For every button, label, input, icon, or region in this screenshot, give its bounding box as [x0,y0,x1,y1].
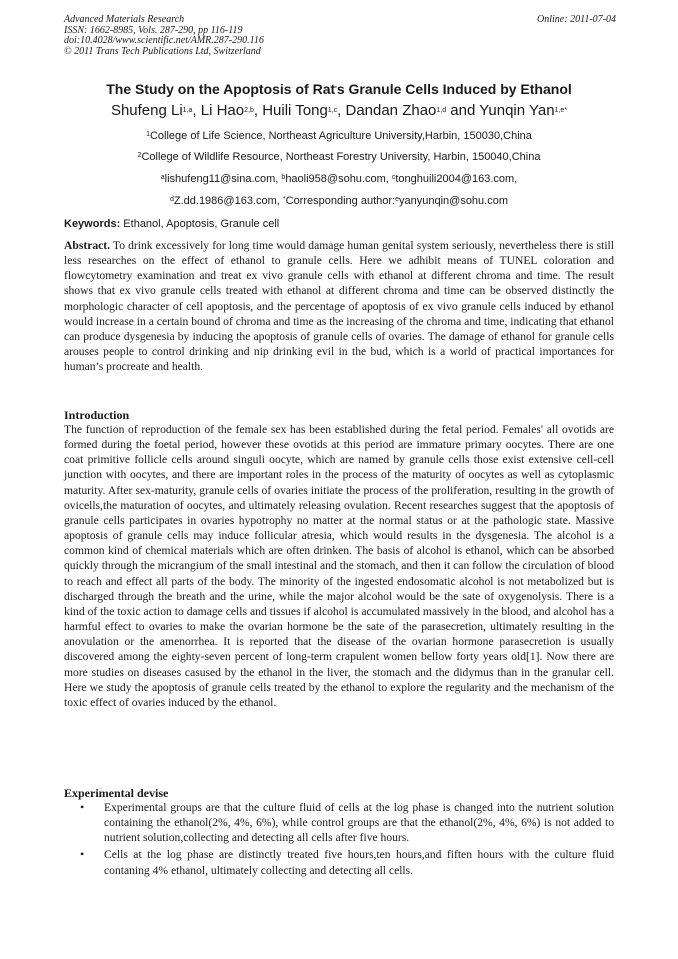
email-line-2 [0,195,678,207]
email: Z.dd.1986@163.com, [173,195,283,207]
affil-sup: 1 [146,130,150,138]
list-item [64,847,614,877]
email-sup: e [395,195,399,203]
author-sup: 1,d [436,106,447,114]
author-sup: 1,a [182,106,193,114]
author-name: Huili Tong [262,102,328,119]
affil-text: College of Life Science, Northeast Agriculture University,Harbin, 150030,China [149,130,532,142]
experimental-list [64,800,614,880]
journal-name: Advanced Materials Research [64,14,185,25]
introduction-heading: Introduction [64,408,130,422]
journal-header [64,15,264,57]
abstract-label: Abstract. [64,239,111,252]
bullet-icon: • [80,847,85,862]
author-sep: and [446,102,480,119]
list-item-text: Cells at the log phase are distinctly treated five hours,ten hours,and fiften hours with the culture fluid contaning 4% ethanol, ultimately collecting and detecting all cells. [104,848,614,877]
issn-line: ISSN: 1662-8985, Vols. 287-290, pp 116-119 [64,24,243,36]
email-sup: c [391,173,396,181]
author-sup: 2,b [244,106,254,114]
bullet-icon: • [80,800,85,814]
author-name: Yunqin Yan [479,102,555,119]
experimental-heading: Experimental devise [64,786,169,800]
title-post: s Granule Cells Induced by Ethanol [336,81,572,97]
list-item [64,800,614,845]
email-line-1 [0,173,678,185]
email: tonghuili2004@163.com, [395,173,518,185]
email: haoli958@sohu.com, [285,173,392,185]
email: lishufeng11@sina.com, [164,173,282,185]
affil-text: College of Wildlife Resource, Northeast Forestry University, Harbin, 150040,China [141,151,541,163]
keywords-label: Keywords: [64,218,121,230]
author-sep: , [337,102,346,119]
author-sup: 1,c [327,106,338,114]
author-sup: 1,e* [554,106,568,114]
author-name: Dandan Zhao [345,102,437,119]
author-name: Li Hao [200,102,245,119]
affiliation-1 [0,130,678,142]
online-date: Online: 2011-07-04 [537,14,616,25]
author-name: Shufeng Li [110,102,183,119]
keywords-text: Ethanol, Apoptosis, Granule cell [120,218,280,230]
author-sep: , [192,102,201,119]
affil-sup: 2 [137,151,142,159]
email-sup: b [281,173,286,181]
author-list [0,102,678,119]
title-pre: The Study on the Apoptosis of Rat [106,81,336,97]
corresponding-sup: * [282,195,286,203]
abstract [64,238,614,374]
doi-line: doi:10.4028/www.scientific.net/AMR.287-290.116 [64,35,264,46]
email-sup: d [169,195,174,203]
abstract-text: To drink excessively for long time would damage human genital system seriously, nevertheless there is still less researches on the effect of ethanol to granule cells. Here we adhibit means of TUNEL coloration and flowcytometry examination and treat ex vivo granule cells with ethanol at different chroma and time. The result shows that ex vivo granule cells treated with ethanol at different chroma and time can be observed distinctly the morphologic character of cell apoptosis, and the percentage of apoptosis of ex vivo granule cells induced by ethanol would increase in a certain bound of chroma and time as the increasing of the chroma and time, indicating that ethanol can produce dysgenesia by inducing the apoptosis of granule cells of ovaries. The damage of ethanol for granule cells arouses people to control drinking and nip drinking evil in the bud, which is a world of practical importances for human’s procreate and health. [64,239,614,374]
affiliation-2 [0,151,678,163]
title-sup: ' [335,85,337,93]
email: yanyunqin@sohu.com [399,195,509,207]
copyright-line: © 2011 Trans Tech Publications Ltd, Switzerland [64,45,261,57]
introduction-text: The function of reproduction of the female sex has been established during the fetal period. Females' all ovotids are formed during the foetal period, however these ovotids at this period are immature primary oocytes. There are one coat primitive follicle cells around singuli oocyte, which are named by granule cells those exist extensive cell-cell junction with oocytes, and there are important roles in the process of the maturity of oocytes as well as cytoplasmic maturity. After sex-maturity, granule cells of ovaries initiate the process of the proliferation, resulting in the growth of ovicells,the maturation of oocytes, and ultimately releasing ovulation. Recent researches suggest that the apoptosis of granule cells participates in ovaries hypotrophy no matter at the normal status or at the pathologic state. Massive apoptosis of granule cells may induce follicular atresia, which would results in the dysgenesia. The alcohol is a common kind of chemical materials which are often drinken. The basis of alcohol is ethanol, which can be absorbed quickly through the micrangium of the small intestinal and the stomach, and then it can follow the circulation of blood to reach and effect all parts of the body. The minority of the ingested endosomatic alcohol is not metabolized but is discharged through the breath and the urine, while the major alcohol would be the sate of oxygenolysis. There is a kind of the toxic action to damage cells and tissues if alcohol is accumulated massively in the blood, and alcohol has a harmful effect to ovaries to make the ovarian hormone be the sate of the parasecretion, ultimately resulting in the anovulation or the amenorrhea. It is reported that the disease of the ovarian hormone parasecretion is usually discovered among the eighty-seven percent of long-term crapulent women bellow forty years old[1]. Now there are more studies on diseases casused by the ethanol in the liver, the stomach and the didymus than in the granular cell. Here we study the apoptosis of granule cells treated by the ethanol to explore the regularity and the mechanism of the toxic effect of ovaries induced by the ethanol. [64,423,614,709]
corresponding-label: Corresponding author: [285,195,396,207]
keywords [64,218,279,230]
list-item-text: Experimental groups are that the culture fluid of cells at the log phase is changed into the nutrient solution containing the ethanol(2%, 4%, 6%), while control groups are that the ethanol(2%, 4%, 6%) is not added to nutrient solution,collecting and detecting all cells after five hours. [104,801,614,845]
paper-title [0,81,678,97]
email-sup: a [160,173,165,181]
author-sep: , [253,102,263,119]
